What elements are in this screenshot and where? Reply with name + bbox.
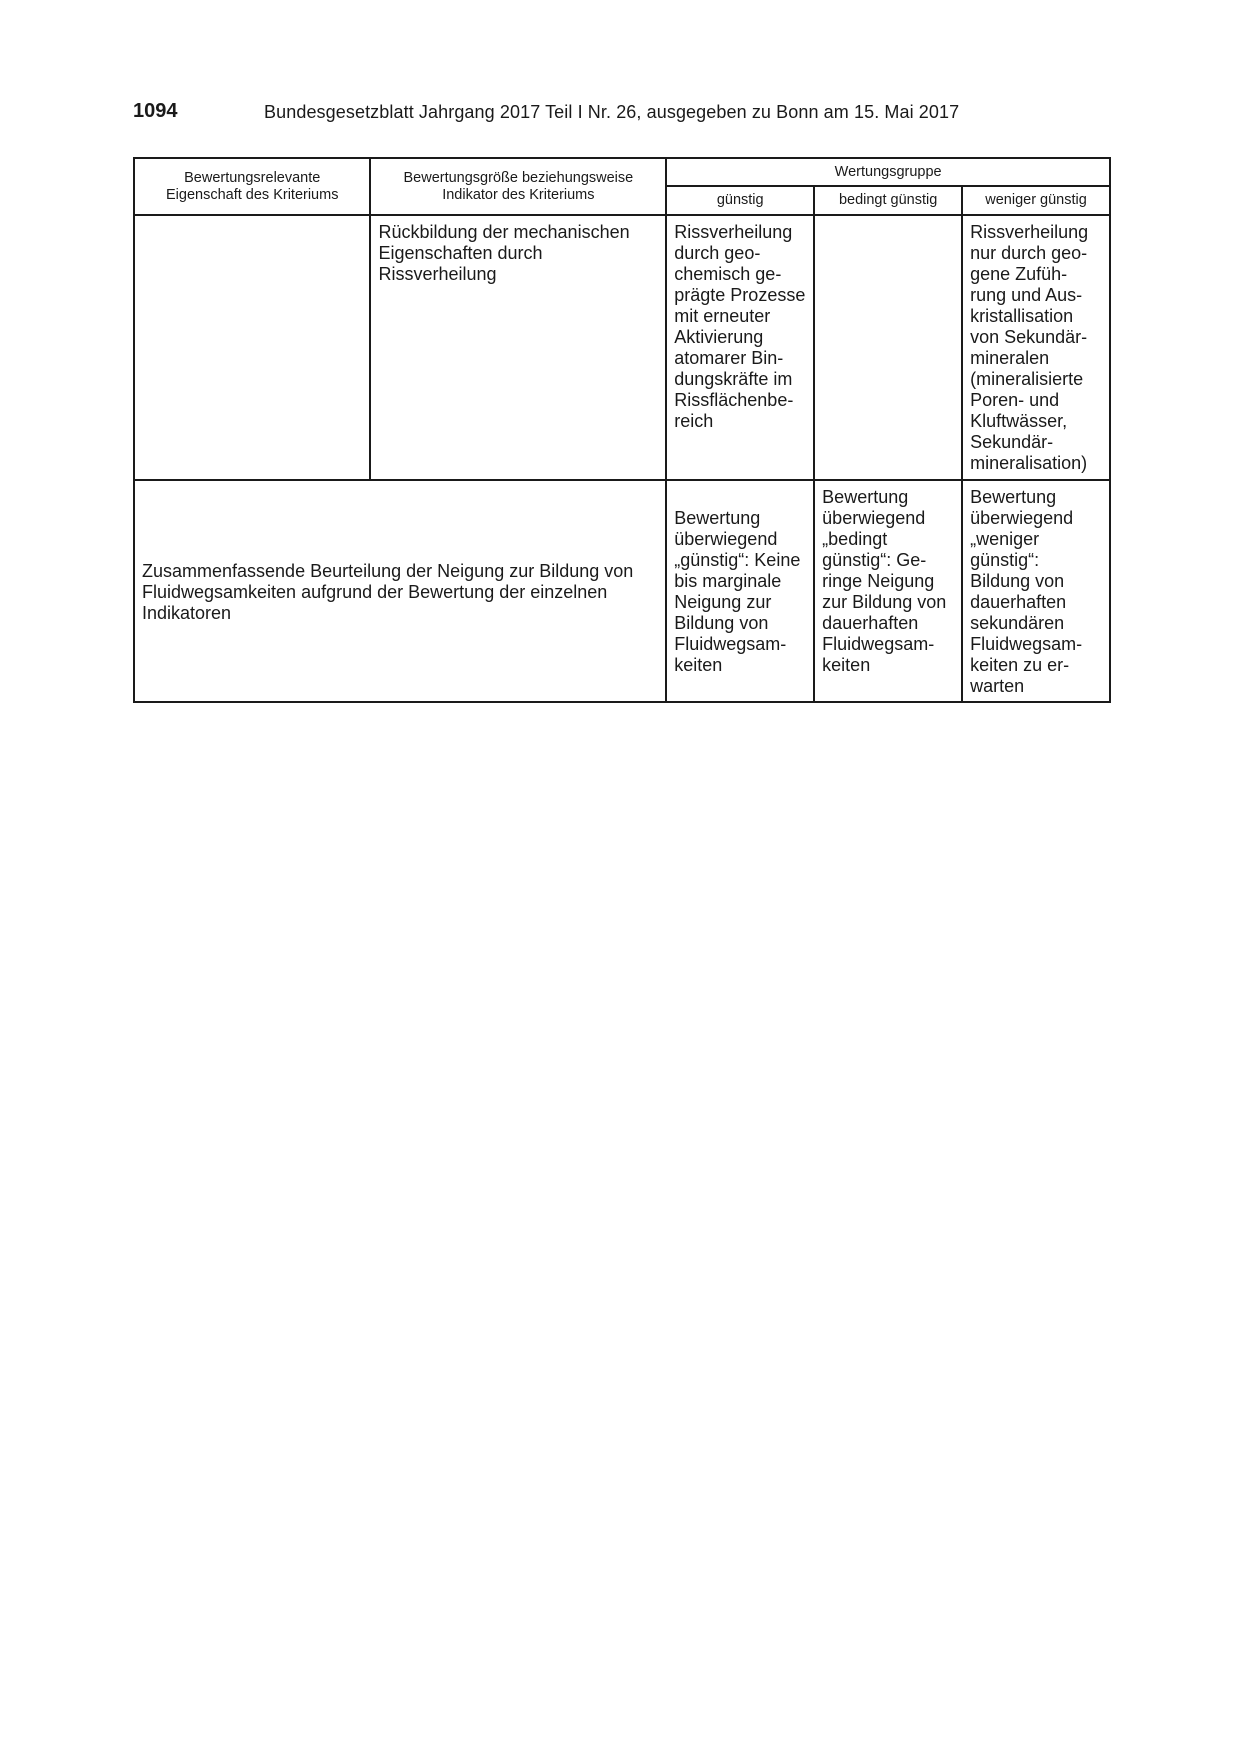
- cell-bedingt-guenstig: [814, 215, 962, 480]
- summary-guenstig: Bewertung überwiegend „günstig“: Keine bis marginale Neigung zur Bildung von Fluidwegsam- keiten: [666, 480, 814, 702]
- summary-bedingt-guenstig: Bewertung überwiegend „bedingt günstig“: Ge- ringe Neigung zur Bildung von dauerhaften Fluidwegsam- keiten: [814, 480, 962, 702]
- cell-guenstig: Rissverheilung durch geo- chemisch ge- prägte Prozesse mit erneuter Aktivierung atomarer Bin- dungskräfte im Rissflächenbe- reich: [666, 215, 814, 480]
- running-head: Bundesgesetzblatt Jahrgang 2017 Teil I Nr. 26, ausgegeben zu Bonn am 15. Mai 2017: [264, 102, 960, 122]
- cell-eigenschaft: [134, 215, 370, 480]
- header-guenstig: günstig: [666, 186, 814, 215]
- header-weniger-guenstig: weniger günstig: [962, 186, 1110, 215]
- header-wertungsgruppe: Wertungsgruppe: [666, 158, 1110, 186]
- summary-weniger-guenstig: Bewertung überwiegend „weniger günstig“: Bildung von dauerhaften sekundären Fluidwegsam- keiten zu er- warten: [962, 480, 1110, 702]
- summary-row: [134, 480, 1110, 702]
- table-header-row: [134, 158, 1110, 186]
- header-eigenschaft: Bewertungsrelevante Eigenschaft des Kriteriums: [134, 158, 370, 215]
- cell-weniger-guenstig: Rissverheilung nur durch geo- gene Zufüh- rung und Aus- kristallisation von Sekundär- mineralen (mineralisierte Poren- und Kluftwässer, Sekundär- mineralisation): [962, 215, 1110, 480]
- summary-label: Zusammenfassende Beurteilung der Neigung zur Bildung von Fluidwegsamkeiten aufgrund der Bewertung der einzelnen Indikatoren: [134, 480, 666, 702]
- table-row: [134, 215, 1110, 480]
- header-bedingt-guenstig: bedingt günstig: [814, 186, 962, 215]
- page-number: 1094: [133, 100, 178, 122]
- criteria-table: [133, 157, 1111, 703]
- cell-indikator: Rückbildung der mechanischen Eigenschaften durch Rissverheilung: [370, 215, 666, 480]
- header-indikator: Bewertungsgröße beziehungsweise Indikator des Kriteriums: [370, 158, 666, 215]
